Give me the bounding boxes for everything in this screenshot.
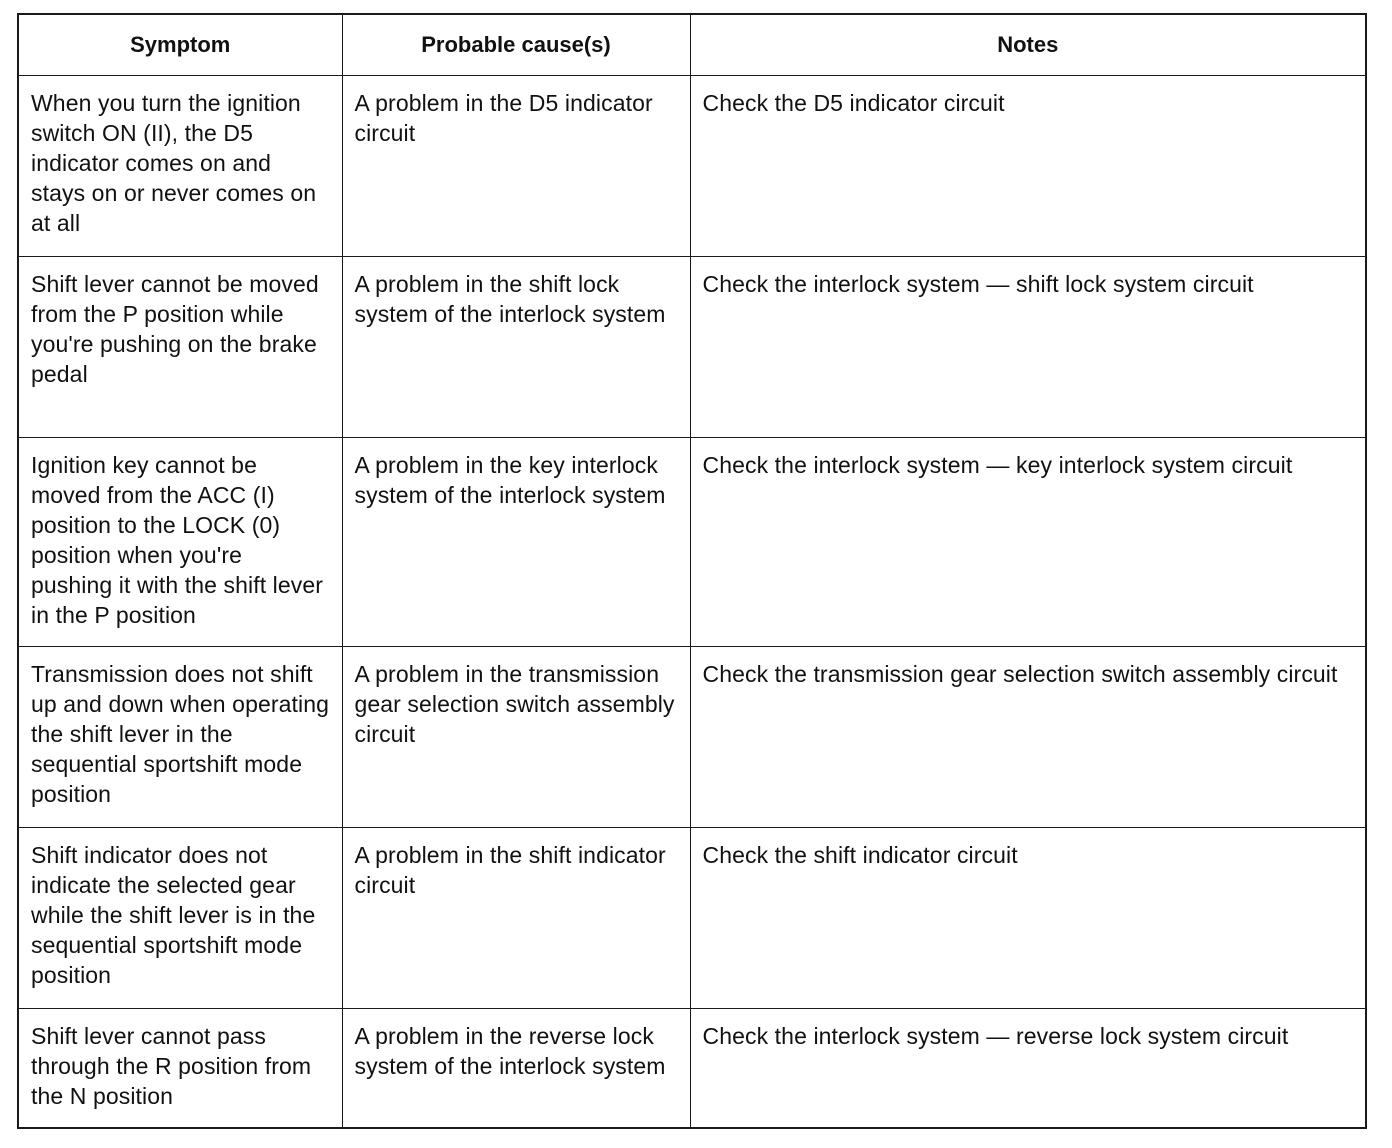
table-row [18, 257, 1366, 438]
table-row [18, 647, 1366, 828]
cause-text: A problem in the shift indicator circuit [354, 842, 666, 898]
notes-cell [690, 257, 1366, 438]
symptom-text: Shift lever cannot pass through the R position from the N position [31, 1023, 312, 1109]
symptom-text: When you turn the ignition switch ON (II), the D5 indicator comes on and stays on or never comes on at all [31, 90, 317, 236]
cause-cell [342, 257, 690, 438]
cause-cell [342, 1009, 690, 1129]
notes-cell [690, 828, 1366, 1009]
table-header-row [18, 14, 1366, 76]
header-probable-cause: Probable cause(s) [342, 14, 690, 76]
symptom-cell [18, 828, 342, 1009]
cause-cell [342, 828, 690, 1009]
notes-cell [690, 647, 1366, 828]
symptom-text: Transmission does not shift up and down when operating the shift lever in the sequential sportshift mode position [31, 661, 329, 807]
table-row [18, 828, 1366, 1009]
header-symptom: Symptom [18, 14, 342, 76]
symptom-cell [18, 647, 342, 828]
notes-text: Check the interlock system — reverse lock system circuit [702, 1023, 1289, 1049]
symptom-text: Ignition key cannot be moved from the ACC (I) position to the LOCK (0) position when you're pushing it with the shift lever in the P position [31, 452, 324, 628]
table-row [18, 438, 1366, 647]
symptom-cell [18, 76, 342, 257]
cause-text: A problem in the key interlock system of the interlock system [354, 452, 666, 508]
header-notes: Notes [690, 14, 1366, 76]
troubleshooting-table [17, 13, 1367, 1129]
table-row [18, 76, 1366, 257]
cause-text: A problem in the shift lock system of the interlock system [354, 271, 666, 327]
symptom-text: Shift lever cannot be moved from the P position while you're pushing on the brake pedal [31, 271, 319, 387]
cause-cell [342, 76, 690, 257]
cause-text: A problem in the D5 indicator circuit [354, 90, 653, 146]
cause-text: A problem in the reverse lock system of the interlock system [354, 1023, 666, 1079]
symptom-cell [18, 257, 342, 438]
notes-cell [690, 438, 1366, 647]
cause-text: A problem in the transmission gear selection switch assembly circuit [354, 661, 675, 747]
notes-text: Check the interlock system — shift lock system circuit [702, 271, 1254, 297]
notes-text: Check the D5 indicator circuit [702, 90, 1005, 116]
symptom-cell [18, 438, 342, 647]
notes-cell [690, 1009, 1366, 1129]
notes-text: Check the interlock system — key interlock system circuit [702, 452, 1293, 478]
table-row [18, 1009, 1366, 1129]
notes-cell [690, 76, 1366, 257]
symptom-text: Shift indicator does not indicate the selected gear while the shift lever is in the sequential sportshift mode position [31, 842, 316, 988]
cause-cell [342, 647, 690, 828]
notes-text: Check the transmission gear selection switch assembly circuit [702, 661, 1338, 687]
cause-cell [342, 438, 690, 647]
symptom-cell [18, 1009, 342, 1129]
notes-text: Check the shift indicator circuit [702, 842, 1018, 868]
